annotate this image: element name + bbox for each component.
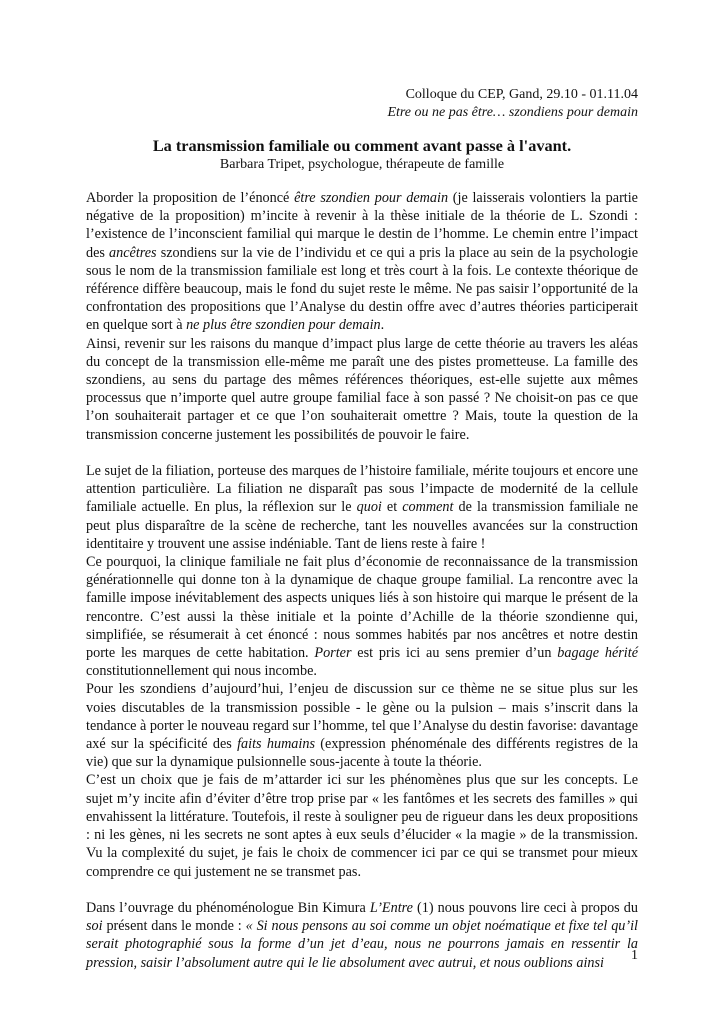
text-run: et [381,499,403,516]
text-run: Pour les szondiens d’aujourd’hui, l’enjeu de discussion sur ce thème ne se situe plus sur les voies discutables de la transmission possible - le gène ou la pulsion – mais s’inscrit dans la tendance à porter le nouveau regard sur l’homme, tel que l’Analyse du destin favorise: davantage axé sur la spécificité des [86,681,638,753]
italic-text: Porter [314,645,352,662]
text-run: . [380,317,385,334]
paragraph [86,335,638,444]
italic-text: ne plus être szondien pour demain [186,317,381,334]
text-run: Dans l’ouvrage du phénoménologue Bin Kimura [86,899,370,916]
italic-text: « Si nous pensons au soi comme un objet noématique et fixe tel qu’il serait photographié sous la forme d’un jet d’eau, nous ne pourrons jamais en ressentir la pression, saisir l’absolument autre qui le lie absolument avec autrui, et nous oublions ainsi [86,918,638,971]
paragraph [86,899,638,972]
text-run: constitutionnellement qui nous incombe. [86,663,317,680]
text-run: Ce pourquoi, la clinique familiale ne fait plus d’économie de reconnaissance de la transmission générationnelle qui donne ton à la dynamique de chaque groupe familial. La rencontre avec la famille impose inévitablement des aspects uniques liés à son histoire qui marque le présent de la rencontre. C’est aussi la thèse initiale et la pointe d’Achille de la théorie szondienne qui, simplifiée, se résumerait à cet énoncé : nous sommes habités par nos ancêtres et notre destin porte les marques de cette habitation. [86,554,638,662]
paragraph [86,771,638,880]
text-run: szondiens sur la vie de l’individu et ce qui a pris la place au sein de la psychologie sous le nom de la transmission familiale est long et très court à la fois. Le contexte théorique de référence diffère beaucoup, mais le fond du sujet reste le même. Ne pas saisir l’opportunité de la confrontation des propositions que l’Analyse du destin offre avec d’autres théories participerait en quelque sort à [86,244,638,334]
document-title: La transmission familiale ou comment avant passe à l'avant. [152,136,572,155]
author-line: Barbara Tripet, psychologue, thérapeute de famille [219,157,505,172]
text-run: C’est un choix que je fais de m’attarder ici sur les phénomènes plus que sur les concepts. Le sujet m’y incite afin d’éviter d’être trop prise par « les fantômes et les secrets des familles » qui envahissent la littérature. Toutefois, il reste à souligner peu de rigueur dans les deux propositions : ni les gènes, ni les secrets ne sont aptes à eux seuls d’élucider « la magie » de la transmission. Vu la complexité du sujet, je fais le choix de commencer ici par ce qui se transmet pour mieux comprendre ce qui justement ne se transmet pas. [86,772,638,880]
page-number: 1 [631,948,638,963]
italic-text: soi [86,918,103,935]
italic-text: comment [402,499,454,516]
text-run: présent dans le monde : [102,918,246,935]
italic-text: ancêtres [109,244,157,261]
text-run: de la transmission familiale ne peut plus disparaître de la scène de recherche, tant les nouvelles avancées sur la construction identitaire y trouvent une assise indéniable. Tant de liens reste à faire ! [86,499,638,552]
text-run: Aborder la proposition de l’énoncé [86,190,295,206]
text-run: est pris ici au sens premier d’un [351,645,558,662]
text-run: Le sujet de la filiation, porteuse des marques de l’histoire familiale, mérite toujours et encore une attention particulière. La filiation ne disparaît pas sous l’impacte de modernité de la cellule familiale actuelle. En plus, la réflexion sur le [86,463,638,516]
paragraph-spacer [86,881,638,899]
italic-text: L’Entre [369,899,413,916]
paragraph [86,680,638,771]
title-block [86,136,638,174]
conference-theme: Etre ou ne pas être… szondiens pour demain [387,105,638,120]
conference-header [387,86,638,122]
paragraph [86,553,638,680]
italic-text: bagage hérité [557,645,638,662]
italic-text: faits humains [237,736,315,753]
text-run: Ainsi, revenir sur les raisons du manque d’impact plus large de cette théorie au travers les aléas du concept de la transmission elle-même me paraît une des pistes prometteuse. La famille des szondiens, au sens du partage des mêmes références théoriques, est-elle sujette aux mêmes processus que n’importe quel autre groupe familial face à son passé ? Ne choisit-on pas ce que l’on souhaiterait partager et ce que l’on souhaiterait omettre ? Mais, toute la question de la transmission concerne justement les possibilités de pouvoir le faire. [86,335,638,443]
text-run: (je laisserais volontiers la partie négative de la proposition) m’incite à revenir à la thèse initiale de la théorie de L. Szondi : l’existence de l’inconscient familial qui marque le destin de l’homme. Le chemin entre l’impact des [86,190,638,261]
paragraph [86,189,638,335]
text-run: (expression phénoménale des différents registres de la vie) que sur la dynamique pulsionnelle sous-jacente à toute la théorie. [86,736,638,771]
italic-text: être szondien pour demain [294,190,449,206]
paragraph-spacer [86,444,638,462]
italic-text: quoi [356,499,382,516]
conference-line: Colloque du CEP, Gand, 29.10 - 01.11.04 [405,87,638,102]
text-run: (1) nous pouvons lire ceci à propos du [412,899,638,916]
paragraph [86,462,638,553]
document-body [86,189,638,972]
